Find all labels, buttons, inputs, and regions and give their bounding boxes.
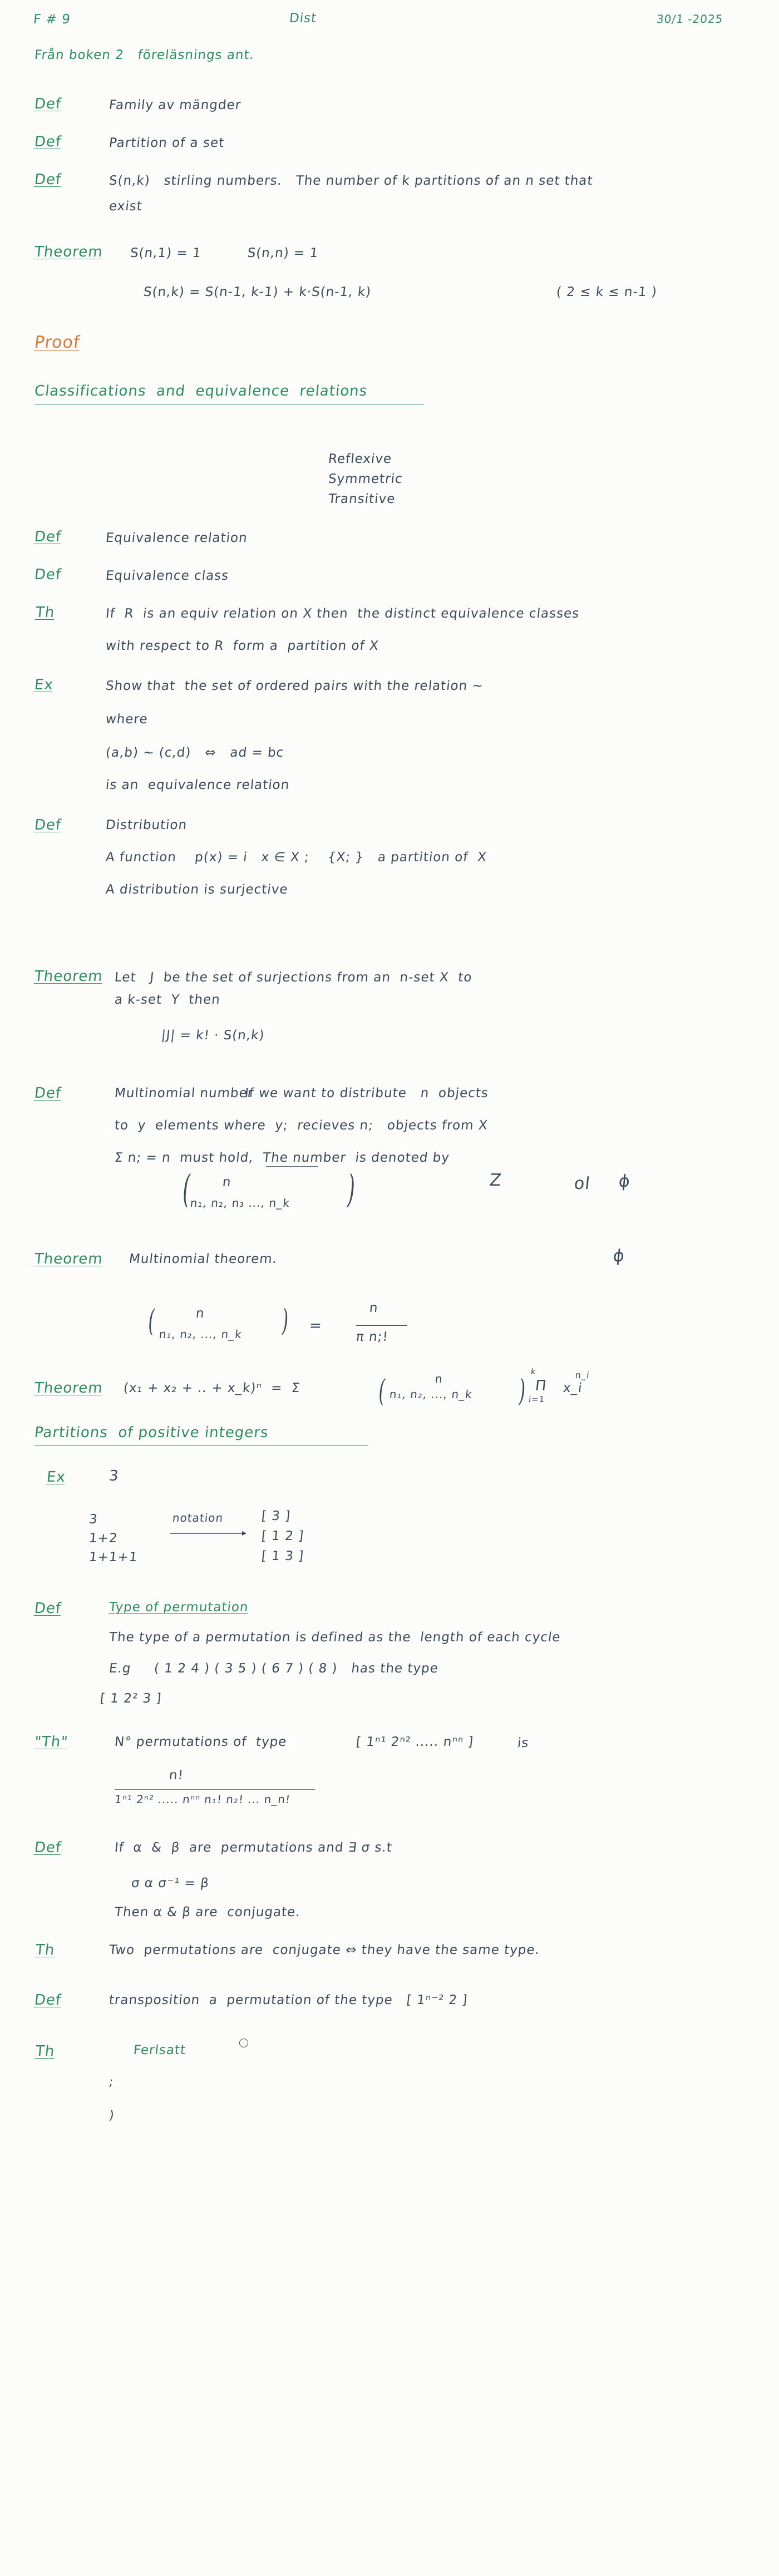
example-value: 3 <box>108 1468 120 1484</box>
theorem6-frac-bottom: 1ⁿ¹ 2ⁿ² ..... nⁿⁿ n₁! n₂! ... n_n! <box>114 1793 292 1806</box>
partition-row-2: 1+2 <box>88 1531 119 1546</box>
multinomial-bottom: n₁, n₂, n₃ ..., n_k <box>189 1196 291 1210</box>
thm4-eq: = <box>308 1317 323 1334</box>
theorem-label-3: Theorem <box>33 968 104 985</box>
def-text-1: Family av mängder <box>108 98 242 112</box>
number-underline <box>266 1166 318 1167</box>
thm5-prod-sup: k <box>530 1366 537 1376</box>
notation-1: [ 3 ] <box>260 1509 292 1523</box>
header-date: 30/1 -2025 <box>655 12 724 26</box>
doodle-stroke-1: ; <box>108 2075 115 2089</box>
def-label-10: Def <box>33 1992 62 2009</box>
thm4-lhs-top: n <box>195 1306 205 1321</box>
thm5-term: x_i <box>562 1381 583 1395</box>
def-label-7: Def <box>33 1085 62 1102</box>
thm5-prod-sub: i=1 <box>528 1394 546 1404</box>
proof-label: Proof <box>33 333 81 352</box>
multinomial-paren-right: ) <box>345 1167 358 1211</box>
thm4-lhs-bottom: n₁, n₂, ..., n_k <box>158 1328 243 1341</box>
thm5-prod: Π <box>534 1378 548 1394</box>
header-center: Dist <box>288 11 318 26</box>
partitions-underline <box>34 1445 368 1446</box>
thm4-paren-right: ) <box>280 1303 290 1338</box>
example-label-2: Ex <box>46 1469 67 1486</box>
conjugate-line1: If α & β are permutations and ∃ σ s.t <box>114 1840 393 1855</box>
margin-mark-1: Z <box>489 1171 503 1190</box>
def-label-3: Def <box>33 171 62 188</box>
multinomial-title: Multinomial number <box>114 1086 254 1101</box>
conjugate-line2: σ α σ⁻¹ = β <box>130 1876 210 1891</box>
def-label-2: Def <box>33 134 62 150</box>
example1-line3: (a,b) ~ (c,d) ⇔ ad = bc <box>105 746 285 760</box>
thm5-paren-right: ) <box>517 1373 527 1408</box>
last-text: Ferlsatt <box>132 2043 187 2057</box>
theorem-label-2: Th <box>34 604 56 621</box>
notation-arrow <box>170 1533 246 1534</box>
thm4-paren-left: ( <box>146 1303 157 1338</box>
theorem6-frac-top: n! <box>168 1768 185 1783</box>
theorem3-line1: Let J be the set of surjections from an n-set X to <box>114 970 473 985</box>
property-symmetric: Symmetric <box>327 472 404 486</box>
theorem5-expr: (x₁ + x₂ + .. + x_k)ⁿ = Σ <box>122 1381 301 1395</box>
thm2-line2: with respect to R form a partition of X <box>105 639 380 653</box>
thm5-paren-left: ( <box>377 1373 387 1408</box>
theorem-label-1: Theorem <box>33 244 104 260</box>
theorem3-line3: |J| = k! · S(n,k) <box>160 1028 265 1043</box>
theorem6-frac-line <box>115 1789 315 1790</box>
distribution-line1: A function p(x) = i x ∈ X ; {X; } a partition of X <box>105 850 488 865</box>
multinomial-paren-left: ( <box>180 1167 193 1211</box>
example1-line2: where <box>105 712 149 727</box>
margin-mark-3: ϕ <box>618 1172 632 1191</box>
def-label-5: Def <box>33 566 62 583</box>
classification-heading: Classifications and equivalence relations <box>33 383 368 399</box>
conjugate-line3: Then α & β are conjugate. <box>114 1905 301 1919</box>
theorem-label-4: Theorem <box>33 1251 104 1267</box>
partition-row-3: 1+1+1 <box>88 1550 139 1565</box>
property-transitive: Transitive <box>327 492 396 506</box>
theorem-label-5: Theorem <box>33 1380 104 1396</box>
def-label-1: Def <box>33 96 62 112</box>
thm4-rhs-top: n <box>368 1301 379 1315</box>
theorem3-line2: a k-set Y then <box>114 993 221 1007</box>
theorem4-title: Multinomial theorem. <box>128 1252 278 1266</box>
def-label-8: Def <box>33 1600 62 1617</box>
def-text-3: S(n,k) stirling numbers. The number of k partitions of an n set that <box>108 174 594 188</box>
margin-mark-2: ol <box>573 1174 591 1193</box>
type-def-line3: [ 1 2² 3 ] <box>99 1691 162 1706</box>
theorem-label-8: Th <box>34 2043 56 2060</box>
def-text-5: Equivalence class <box>105 569 230 583</box>
def-text-4: Equivalence relation <box>105 531 249 545</box>
def-label-4: Def <box>33 529 62 545</box>
notation-2: [ 1 2 ] <box>260 1529 305 1543</box>
theorem6-line1: N° permutations of type <box>114 1735 288 1749</box>
intro-line: Från boken 2 föreläsnings ant. <box>33 48 255 62</box>
doodle-stroke-2: ) <box>108 2109 115 2123</box>
theorem-label-6: "Th" <box>33 1734 69 1750</box>
notation-3: [ 1 3 ] <box>260 1549 305 1563</box>
type-def-title: Type of permutation <box>108 1600 249 1615</box>
def-label-6: Def <box>33 817 62 833</box>
type-def-line2: E.g ( 1 2 4 ) ( 3 5 ) ( 6 7 ) ( 8 ) has the type <box>108 1661 440 1676</box>
margin-phi: ϕ <box>612 1246 626 1266</box>
theorem6-is: is <box>516 1736 530 1750</box>
theorem-label-7: Th <box>34 1942 56 1958</box>
def-label-9: Def <box>33 1839 62 1856</box>
thm5-term-sup: n_i <box>575 1370 590 1380</box>
transposition-text: transposition a permutation of the type [ 1ⁿ⁻² 2 ] <box>108 1993 469 2007</box>
multinomial-top: n <box>221 1175 232 1190</box>
thm4-frac-line <box>356 1325 407 1326</box>
def-text-2: Partition of a set <box>108 136 225 150</box>
thm2-line1: If R is an equiv relation on X then the distinct equivalence classes <box>105 606 580 621</box>
theorem1-line2: S(n,k) = S(n-1, k-1) + k·S(n-1, k) <box>142 285 372 299</box>
multinomial-line2: to y elements where y; recieves n; objects from X <box>114 1118 489 1133</box>
example1-line4: is an equivalence relation <box>105 778 290 792</box>
theorem1-condition: ( 2 ≤ k ≤ n-1 ) <box>555 285 658 299</box>
theorem7-text: Two permutations are conjugate ⇔ they have the same type. <box>108 1943 541 1957</box>
multinomial-line3: Σ n; = n must hold, The number is denoted by <box>114 1151 451 1165</box>
partitions-heading: Partitions of positive integers <box>33 1424 270 1441</box>
def-text-3b: exist <box>108 199 144 214</box>
theorem6-bracket: [ 1ⁿ¹ 2ⁿ² ..... nⁿⁿ ] <box>355 1735 475 1749</box>
header-left: F # 9 <box>32 12 72 27</box>
thm5-coef-top: n <box>434 1372 443 1385</box>
example-label-1: Ex <box>33 677 55 693</box>
theorem1-line1: S(n,1) = 1 S(n,n) = 1 <box>129 246 319 260</box>
example1-line1: Show that the set of ordered pairs with the relation ~ <box>105 679 485 693</box>
thm4-rhs-bottom: π n;! <box>355 1330 389 1344</box>
property-reflexive: Reflexive <box>327 452 393 466</box>
notation-label: notation <box>171 1511 224 1524</box>
type-def-line1: The type of a permutation is defined as the length of each cycle <box>108 1630 561 1645</box>
doodle-circle <box>239 2039 248 2047</box>
multinomial-line1: If we want to distribute n objects <box>244 1086 490 1101</box>
distribution-line2: A distribution is surjective <box>105 882 289 897</box>
distribution-title: Distribution <box>105 818 188 832</box>
thm5-coef-bottom: n₁, n₂, ..., n_k <box>388 1388 474 1401</box>
partition-row-1: 3 <box>88 1512 99 1527</box>
